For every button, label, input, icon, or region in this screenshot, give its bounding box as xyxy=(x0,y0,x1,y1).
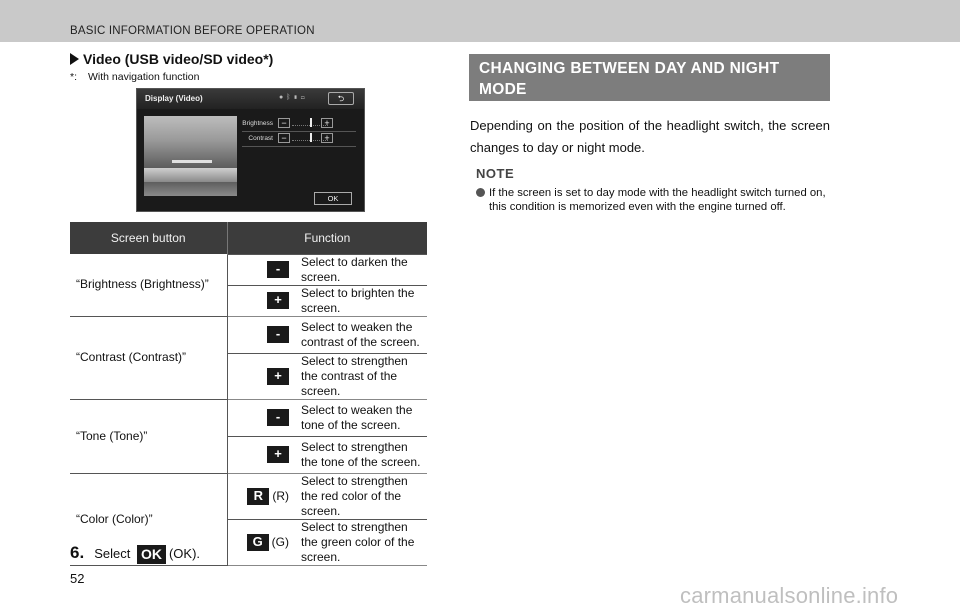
minus-key-icon: - xyxy=(267,409,289,426)
button-cell xyxy=(227,436,295,473)
key-label: (G) xyxy=(271,535,289,549)
watermark: carmanualsonline.info xyxy=(680,583,899,608)
river-shape xyxy=(144,168,237,182)
status-icons xyxy=(279,94,308,101)
button-cell xyxy=(227,519,295,565)
function-description: Select to strengthen the contrast of the screen. xyxy=(295,353,427,399)
brightness-minus-button[interactable]: − xyxy=(278,118,290,128)
function-description: Select to strengthen the green color of the screen. xyxy=(295,519,427,565)
video-preview-image xyxy=(144,116,237,196)
footnote xyxy=(70,71,199,83)
note-text: If the screen is set to day mode with the headlight switch turned on, this condition is memorized even with the engine turned off. xyxy=(489,187,826,213)
display-video-screenshot xyxy=(136,88,365,212)
step-instruction xyxy=(70,543,200,564)
button-cell xyxy=(227,473,295,519)
green-key-icon: G xyxy=(247,534,269,551)
function-description: Select to weaken the contrast of the screen. xyxy=(295,316,427,353)
section-title-text: Video (USB video/SD video*) xyxy=(83,51,274,67)
ok-key-icon: OK xyxy=(137,545,166,564)
table-row xyxy=(70,473,427,519)
minus-key-icon: - xyxy=(267,261,289,278)
button-cell xyxy=(227,399,295,436)
footnote-text: With navigation function xyxy=(88,71,200,83)
signal-icon: ▮ xyxy=(293,94,301,101)
page-number: 52 xyxy=(70,571,85,586)
bullet-dot-icon xyxy=(476,188,485,197)
plus-key-icon: + xyxy=(267,446,289,463)
battery-icon: ▭ xyxy=(300,94,308,101)
function-description: Select to weaken the tone of the screen. xyxy=(295,399,427,436)
brightness-plus-button[interactable]: + xyxy=(321,118,333,128)
function-description: Select to strengthen the tone of the screen. xyxy=(295,436,427,473)
column-header-screen-button: Screen button xyxy=(70,222,227,254)
setting-name: “Tone (Tone)” xyxy=(70,399,227,473)
table-row xyxy=(70,316,427,353)
step-number: 6. xyxy=(70,543,85,562)
function-description: Select to brighten the screen. xyxy=(295,285,427,316)
triangle-bullet-icon xyxy=(70,53,79,65)
plus-key-icon: + xyxy=(267,368,289,385)
screen-ok-button[interactable]: OK xyxy=(314,192,352,205)
button-cell xyxy=(227,353,295,399)
red-key-icon: R xyxy=(247,488,269,505)
column-header-function: Function xyxy=(227,222,427,254)
minus-key-icon: - xyxy=(267,326,289,343)
function-description: Select to darken the screen. xyxy=(295,254,427,285)
screen-button-table xyxy=(70,222,427,566)
button-cell xyxy=(227,254,295,285)
table-header-row xyxy=(70,222,427,254)
table-body xyxy=(70,254,427,565)
section-title xyxy=(70,51,273,67)
running-header: BASIC INFORMATION BEFORE OPERATION xyxy=(70,25,315,37)
brightness-thumb[interactable] xyxy=(310,118,312,127)
button-cell xyxy=(227,316,295,353)
contrast-label: Contrast xyxy=(248,135,273,142)
note-title: NOTE xyxy=(476,166,515,181)
info-icon: ● xyxy=(279,94,287,101)
row-divider xyxy=(242,146,356,147)
button-cell xyxy=(227,285,295,316)
contrast-plus-button[interactable]: + xyxy=(321,133,333,143)
bridge-shape xyxy=(172,160,212,168)
section-heading: CHANGING BETWEEN DAY AND NIGHT MODE xyxy=(469,54,830,101)
contrast-minus-button[interactable]: − xyxy=(278,133,290,143)
setting-name: “Contrast (Contrast)” xyxy=(70,316,227,399)
bluetooth-icon: ᛒ xyxy=(286,94,294,101)
plus-key-icon: + xyxy=(267,292,289,309)
table-row xyxy=(70,399,427,436)
back-button[interactable]: ⮌ xyxy=(328,92,354,105)
note-item xyxy=(476,186,830,214)
row-divider xyxy=(242,131,356,132)
function-description: Select to strengthen the red color of the screen. xyxy=(295,473,427,519)
step-prefix: Select xyxy=(94,546,131,561)
table-row xyxy=(70,254,427,285)
step-suffix: (OK). xyxy=(168,546,201,561)
footnote-mark: *: xyxy=(70,71,78,83)
key-label: (R) xyxy=(272,489,289,503)
setting-name: “Color (Color)” xyxy=(70,473,227,565)
setting-name: “Brightness (Brightness)” xyxy=(70,254,227,316)
screen-title: Display (Video) xyxy=(145,94,203,103)
contrast-thumb[interactable] xyxy=(310,133,312,142)
body-paragraph: Depending on the position of the headlight switch, the screen changes to day or night mode. xyxy=(470,118,830,155)
brightness-label: Brightness xyxy=(242,120,273,127)
